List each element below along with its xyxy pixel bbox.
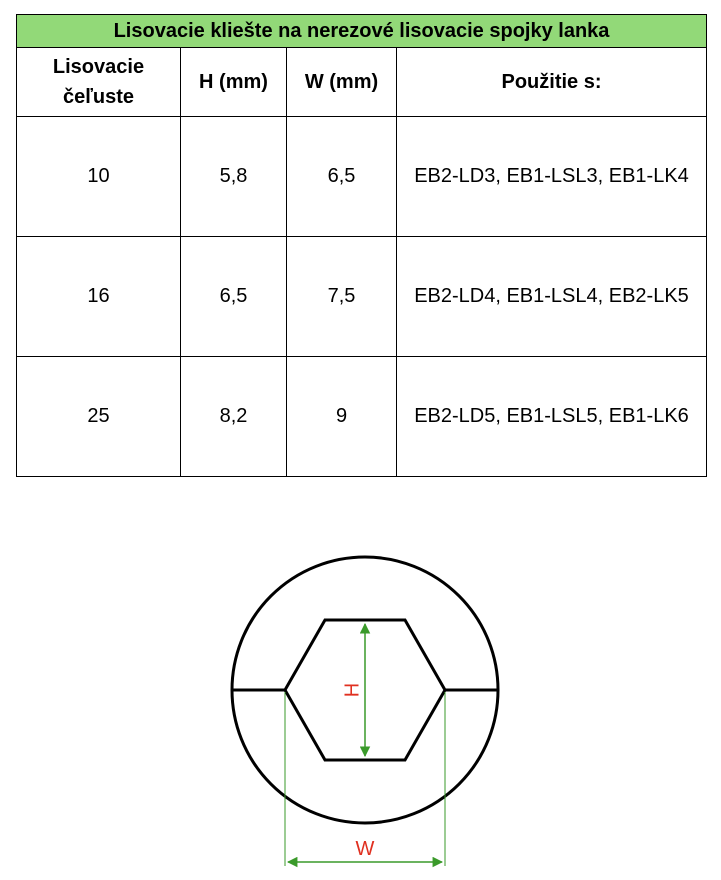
cell-usage: EB2-LD3, EB1-LSL3, EB1-LK4 [397, 117, 707, 237]
cell-w: 7,5 [287, 237, 397, 357]
cell-usage: EB2-LD5, EB1-LSL5, EB1-LK6 [397, 357, 707, 477]
cell-w: 9 [287, 357, 397, 477]
table-title: Lisovacie kliešte na nerezové lisovacie spojky lanka [17, 15, 707, 48]
h-dimension [341, 624, 365, 756]
cell-jaws: 16 [17, 237, 181, 357]
cell-h: 6,5 [181, 237, 287, 357]
h-label: H [341, 682, 364, 698]
header-w: W (mm) [287, 48, 397, 117]
header-jaws-line1: Lisovacie [52, 56, 145, 78]
cell-w: 6,5 [287, 117, 397, 237]
cell-usage: EB2-LD4, EB1-LSL4, EB2-LK5 [397, 237, 707, 357]
w-label: W [355, 838, 375, 860]
cell-h: 5,8 [181, 117, 287, 237]
header-h: H (mm) [181, 48, 287, 117]
header-usage: Použitie s: [397, 48, 707, 117]
cell-jaws: 25 [17, 357, 181, 477]
cell-h: 8,2 [181, 357, 287, 477]
cell-jaws: 10 [17, 117, 181, 237]
header-jaws-line2: čeľuste [62, 86, 135, 108]
